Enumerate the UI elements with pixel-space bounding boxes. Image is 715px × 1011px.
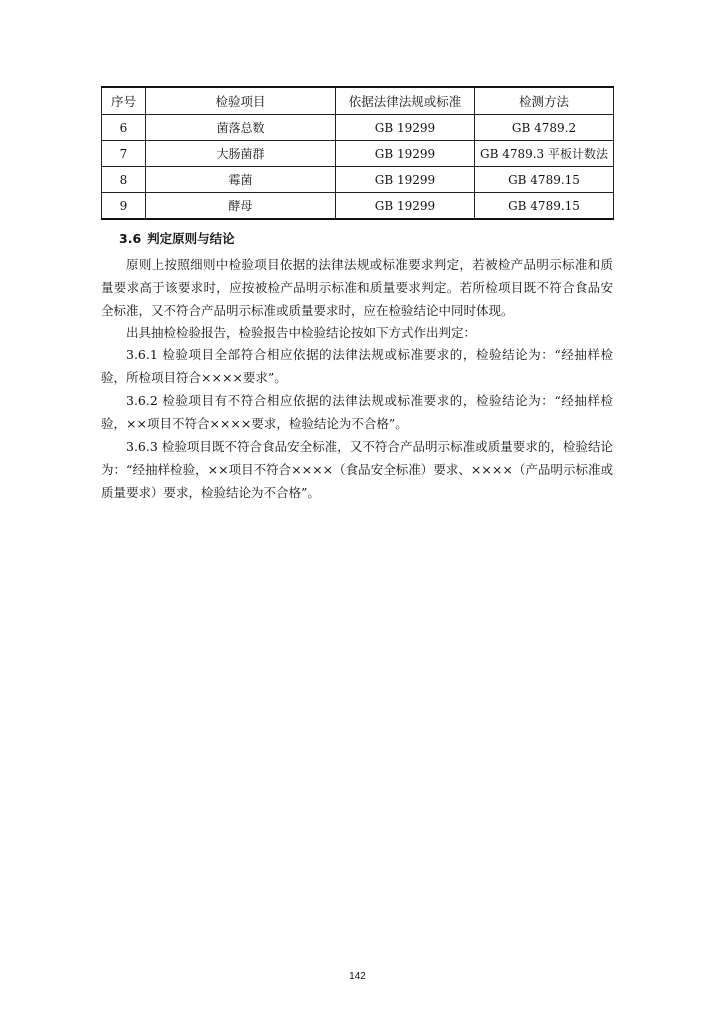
paragraph-judgment-principle: 原则上按照细则中检验项目依据的法律法规或标准要求判定，若被检产品明示标准和质量要求高于该要求时，应按被检产品明示标准和质量要求判定。若所检项目既不符合食品安全标准，又不符合产品明示标准或质量要求时，应在检验结论中同时体现。 [101,257,613,318]
table-row [102,193,614,220]
header-serial-number: 序号 [102,87,146,115]
header-inspection-item: 检验项目 [146,87,336,115]
paragraph-clause-3-6-2: 3.6.2 检验项目有不符合相应依据的法律法规或标准要求的，检验结论为：“经抽样检验，××项目不符合××××要求，检验结论为不合格”。 [101,393,613,431]
table-row [102,141,614,167]
cell-test-method: GB 4789.2 [475,115,614,141]
cell-serial-number: 6 [102,115,146,141]
cell-serial-number: 9 [102,193,146,220]
cell-test-method: GB 4789.15 [475,167,614,193]
cell-test-method: GB 4789.3 平板计数法 [475,141,614,167]
cell-serial-number: 7 [102,141,146,167]
cell-inspection-item: 大肠菌群 [146,141,336,167]
cell-test-method: GB 4789.15 [475,193,614,220]
paragraph-report-intro: 出具抽检检验报告，检验报告中检验结论按如下方式作出判定： [126,325,477,340]
cell-inspection-item: 霉菌 [146,167,336,193]
inspection-items-table [101,86,614,220]
cell-standard-basis: GB 19299 [336,141,475,167]
paragraph-clause-3-6-3: 3.6.3 检验项目既不符合食品安全标准，又不符合产品明示标准或质量要求的，检验结论为：“经抽样检验，××项目不符合××××（食品安全标准）要求、××××（产品明示标准或质量要求）要求，检验结论为不合格”。 [101,439,613,500]
cell-serial-number: 8 [102,167,146,193]
header-test-method: 检测方法 [475,87,614,115]
cell-standard-basis: GB 19299 [336,167,475,193]
cell-inspection-item: 酵母 [146,193,336,220]
table-row [102,115,614,141]
section-title: 判定原则与结论 [147,231,235,246]
table-row [102,167,614,193]
cell-standard-basis: GB 19299 [336,115,475,141]
paragraph-clause-3-6-1: 3.6.1 检验项目全部符合相应依据的法律法规或标准要求的，检验结论为：“经抽样检验，所检项目符合××××要求”。 [101,347,613,385]
cell-inspection-item: 菌落总数 [146,115,336,141]
header-standard-basis: 依据法律法规或标准 [336,87,475,115]
section-heading [119,229,235,247]
section-number: 3.6 [119,231,142,246]
cell-standard-basis: GB 19299 [336,193,475,220]
page-number: 142 [349,971,366,982]
table-header-row [102,87,614,115]
